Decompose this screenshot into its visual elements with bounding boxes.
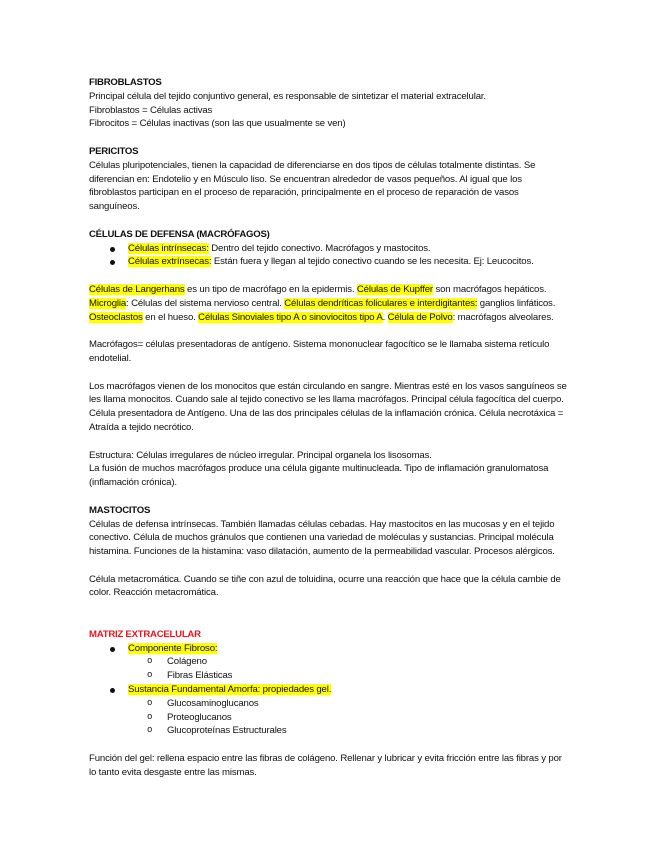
heading-mastocitos: MASTOCITOS: [89, 504, 151, 516]
fusion-paragraph: La fusión de muchos macrófagos produce una célula gigante multinucleada. Tipo de inflamación granulomatosa (inflamación crónica).: [89, 463, 549, 489]
circle-bullet-icon: o: [147, 670, 153, 681]
circle-bullet-icon: o: [147, 656, 153, 667]
highlight-kupffer: Células de Kupffer: [356, 283, 433, 295]
tipos-macrofagos-paragraph: [89, 283, 567, 324]
defensa-item-text: Dentro del tejido conectivo. Macrófagos y mastocitos.: [208, 242, 431, 254]
circle-bullet-icon: o: [147, 725, 153, 736]
highlight-intrinsecas: Células intrínsecas:: [128, 242, 209, 254]
text-span: en el hueso.: [142, 311, 199, 323]
document-page: [89, 76, 567, 780]
list-item: [89, 711, 567, 725]
text-span: es un tipo de macrófago en la epidermis.: [184, 283, 357, 295]
heading-celulas-defensa: CÉLULAS DE DEFENSA (MACRÓFAGOS): [89, 228, 270, 240]
highlight-componente-fibroso: Componente Fibroso:: [128, 642, 218, 654]
highlight-dendriticas: Células dendríticas foliculares e interdigitantes:: [284, 297, 478, 309]
highlight-sinoviales: Células Sinoviales tipo A o sinoviocitos tipo A: [198, 311, 383, 323]
list-item: [89, 642, 567, 656]
list-item: [89, 655, 567, 669]
list-item: [89, 242, 567, 256]
list-item: [89, 669, 567, 683]
highlight-microglia: Microglia: [89, 297, 127, 309]
circle-bullet-icon: o: [147, 697, 153, 708]
estructura-line: Estructura: Células irregulares de núcleo irregular. Principal organela los lisosomas.: [89, 449, 432, 461]
list-item-text: Glucoproteínas Estructurales: [167, 725, 287, 737]
circle-bullet-icon: o: [147, 711, 153, 722]
list-item: [89, 724, 567, 738]
fibro-line-2: Fibroblastos = Células activas: [89, 104, 213, 116]
highlight-extrinsecas: Células extrínsecas:: [128, 256, 212, 268]
highlight-langerhans: Células de Langerhans: [89, 283, 185, 295]
list-item-text: Fibras Elásticas: [167, 670, 233, 682]
list-item-text: Proteoglucanos: [167, 711, 232, 723]
list-item: [89, 697, 567, 711]
fibro-line-1: Principal célula del tejido conjuntivo general, es responsable de sintetizar el material extracelular.: [89, 90, 486, 102]
heading-matriz-extracelular: MATRIZ EXTRACELULAR: [89, 628, 201, 640]
list-item: [89, 255, 567, 269]
text-span: .: [382, 311, 388, 323]
text-span: : macrófagos alveolares.: [452, 311, 554, 323]
fibro-line-3: Fibrocitos = Células inactivas (son las que usualmente se ven): [89, 118, 346, 130]
highlight-sustancia-fundamental: Sustancia Fundamental Amorfa: propiedades gel.: [128, 684, 332, 696]
highlight-polvo: Célula de Polvo: [387, 311, 453, 323]
text-span: ganglios linfáticos.: [477, 297, 556, 309]
text-span: : Células del sistema nervioso central.: [126, 297, 285, 309]
highlight-osteoclastos: Osteoclastos: [89, 311, 143, 323]
list-item-text: Glucosaminoglucanos: [167, 697, 259, 709]
heading-pericitos: PERICITOS: [89, 145, 139, 157]
defensa-list: [89, 242, 567, 270]
heading-fibroblastos: FIBROBLASTOS: [89, 77, 162, 88]
funcion-gel-paragraph: Función del gel: rellena espacio entre las fibras de colágeno. Rellenar y lubricar y evita fricción entre las fibras y por lo tanto evita desgaste entre las mismas.: [89, 753, 562, 778]
list-item: [89, 683, 567, 697]
matriz-list: [89, 642, 567, 739]
monocitos-paragraph: Los macrófagos vienen de los monocitos que están circulando en sangre. Mientras esté en los vasos sanguíneos se les llama monocitos. Cuando sale al tejido conectivo se les llama macrófagos. Principal célula fagocítica del cuerpo. Célula presentadora de Antígeno. Una de las dos principales células de la inflamación crónica. Célula necrotáxica = Atraída a tejido necrótico.: [89, 380, 567, 433]
metacromatica-paragraph: Célula metacromática. Cuando se tiñe con azul de toluidina, ocurre una reacción que hace que la célula cambie de color. Reacción metacromática.: [89, 573, 561, 599]
defensa-item-text: Están fuera y llegan al tejido conectivo cuando se les necesita. Ej: Leucocitos.: [211, 256, 534, 268]
text-span: son macrófagos hepáticos.: [432, 283, 547, 295]
pericitos-paragraph: Células pluripotenciales, tienen la capacidad de diferenciarse en dos tipos de células totalmente distintas. Se diferencian en: Endotelio y en Músculo liso. Se encuentran alrededor de vasos pequeños. Al igual que los fibroblastos participan en el proceso de reparación, principalmente en el proceso de reparación de vasos sanguíneos.: [89, 159, 536, 213]
list-item-text: Colágeno: [167, 656, 207, 668]
mastocitos-paragraph: Células de defensa intrínsecas. También llamadas células cebadas. Hay mastocitos en las mucosas y en el tejido conectivo. Célula de muchos gránulos que contienen una variedad de moléculas y sustancias. Principal molécula histamina. Funciones de la histamina: vaso dilatación, aumento de la permeabilidad vascular. Procesos alérgicos.: [89, 518, 555, 558]
macrofagos-paragraph: Macrófagos= células presentadoras de antígeno. Sistema mononuclear fagocítico se le llamaba sistema retículo endotelial.: [89, 339, 550, 364]
